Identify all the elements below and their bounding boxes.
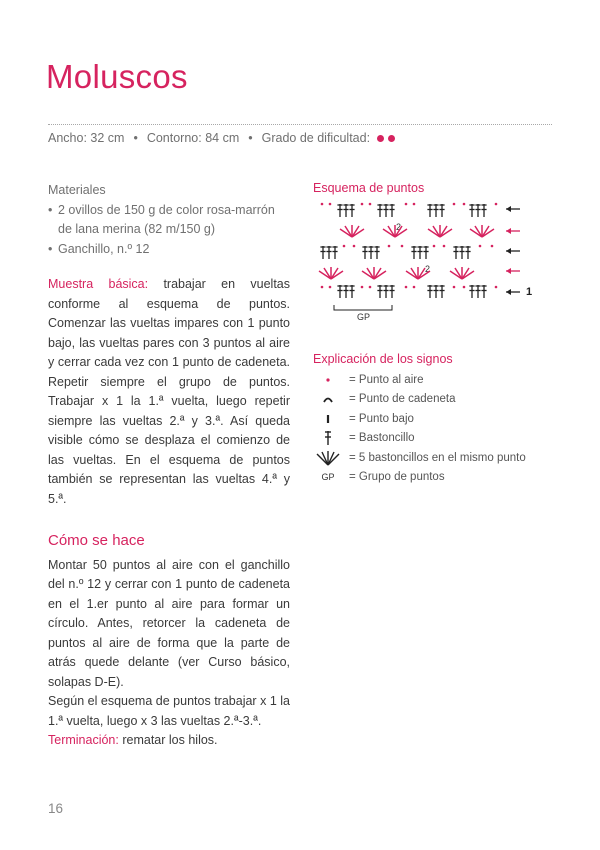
double-crochet-symbol <box>427 285 432 298</box>
row-arrow-head <box>506 206 511 212</box>
chain-dot <box>495 286 498 289</box>
spec-separator: • <box>248 131 253 145</box>
chain-dot <box>405 286 408 289</box>
basic-pattern-paragraph <box>48 275 290 509</box>
double-crochet-symbol <box>368 246 373 259</box>
legend-label: = 5 bastoncillos en el mismo punto <box>349 451 526 464</box>
materials-item: • 2 ovillos de 150 g de color rosa-marrón de lana merina (82 m/150 g) <box>48 201 290 240</box>
legend-row <box>313 370 526 390</box>
double-crochet-symbol <box>383 285 388 298</box>
legend-row <box>313 448 526 468</box>
row-arrow-head <box>506 228 511 234</box>
double-crochet-symbol <box>343 204 348 217</box>
stitch-chart <box>314 199 534 327</box>
small-number-label: 2 <box>425 264 431 274</box>
chain-dot <box>453 286 456 289</box>
double-crochet-symbol <box>469 285 474 298</box>
difficulty-dots <box>373 135 395 142</box>
how-to-text-2: Según el esquema de puntos trabajar x 1 la 1.ª vuelta, luego x 3 las vueltas 2.ª-3.ª. <box>48 694 290 728</box>
group-bracket <box>334 305 392 310</box>
double-crochet-symbol <box>433 204 438 217</box>
chain-dot <box>433 245 436 248</box>
double-crochet-symbol <box>374 246 379 259</box>
chain-dot <box>491 245 494 248</box>
double-crochet-symbol <box>459 246 464 259</box>
how-to-heading: Cómo se hace <box>48 532 145 549</box>
header-divider <box>48 124 552 125</box>
legend-row <box>313 468 526 488</box>
legend-label: = Grupo de puntos <box>349 471 445 484</box>
double-crochet-symbol <box>337 285 342 298</box>
width-spec: Ancho: 32 cm <box>48 131 125 145</box>
double-crochet-icon <box>313 430 343 446</box>
double-crochet-symbol <box>417 246 422 259</box>
instructions-column <box>48 181 290 751</box>
double-crochet-symbol <box>481 285 486 298</box>
double-crochet-symbol <box>427 204 432 217</box>
chain-dot <box>495 203 498 206</box>
materials-heading: Materiales <box>48 183 106 197</box>
fan-icon <box>313 450 343 466</box>
chain-dot <box>463 286 466 289</box>
fan-symbol <box>340 225 364 237</box>
dot-icon <box>313 373 343 387</box>
specs-line <box>48 131 395 145</box>
chain-dot <box>405 203 408 206</box>
single-crochet-icon <box>313 412 343 426</box>
materials-item: • Ganchillo, n.º 12 <box>48 240 290 260</box>
double-crochet-symbol <box>469 204 474 217</box>
double-crochet-symbol <box>362 246 367 259</box>
legend <box>313 370 526 487</box>
girth-spec: Contorno: 84 cm <box>146 131 240 145</box>
chain-dot <box>443 245 446 248</box>
legend-label: = Bastoncillo <box>349 432 415 445</box>
arc-icon <box>313 392 343 406</box>
chain-dot <box>343 245 346 248</box>
spec-separator: • <box>133 131 138 145</box>
gp-icon: GP <box>321 472 335 483</box>
row-arrow-head <box>506 289 511 295</box>
row-number-label: 1 <box>526 286 533 298</box>
double-crochet-symbol <box>475 285 480 298</box>
double-crochet-symbol <box>383 204 388 217</box>
how-to-text: Montar 50 puntos al aire con el ganchillo del n.º 12 y cerrar con 1 punto de cadeneta en el 1.er punto al aire para formar un círculo. Antes, retorcer la cadeneta de puntos al aire de forma que la parte de atrás quede delante (ver Curso básico, solapas D-E). <box>48 557 290 689</box>
double-crochet-symbol <box>439 204 444 217</box>
finishing-text: rematar los hilos. <box>118 733 218 747</box>
difficulty-label: Grado de dificultad: <box>261 131 371 145</box>
double-crochet-symbol <box>349 204 354 217</box>
difficulty-dot <box>388 135 395 142</box>
chain-dot <box>413 286 416 289</box>
double-crochet-symbol <box>377 285 382 298</box>
double-crochet-symbol <box>411 246 416 259</box>
double-crochet-symbol <box>433 285 438 298</box>
chart-title: Esquema de puntos <box>313 181 425 195</box>
double-crochet-symbol <box>423 246 428 259</box>
chain-dot <box>401 245 404 248</box>
chain-dot <box>329 203 332 206</box>
double-crochet-symbol <box>465 246 470 259</box>
double-crochet-symbol <box>349 285 354 298</box>
legend-row <box>313 409 526 429</box>
chain-dot <box>361 203 364 206</box>
double-crochet-symbol <box>389 204 394 217</box>
basic-pattern-text: trabajar en vueltas conforme al esquema de puntos. Comenzar las vueltas impares con 1 punto bajo, las vueltas pares con 3 puntos al aire y cerrar cada vez con 1 punto de cadeneta. Repetir siempre el grupo de puntos. Trabajar x 1 la 1.ª vuelta, luego repetir siempre las vueltas 2.ª y 3.ª. Así queda visible cómo se desplaza el comienzo de las vueltas. En el esquema de puntos también se representan las vueltas 4.ª y 5.ª. <box>48 277 291 506</box>
chain-dot <box>453 203 456 206</box>
group-label: GP <box>357 312 371 322</box>
double-crochet-symbol <box>453 246 458 259</box>
chain-dot <box>321 203 324 206</box>
legend-row <box>313 390 526 410</box>
chain-dot <box>388 245 391 248</box>
fan-symbol <box>383 225 407 237</box>
fan-symbol <box>470 225 494 237</box>
chain-dot <box>329 286 332 289</box>
fan-symbol <box>450 267 474 279</box>
double-crochet-symbol <box>320 246 325 259</box>
chain-dot <box>369 203 372 206</box>
finishing-label: Terminación: <box>48 733 119 747</box>
legend-row <box>313 429 526 449</box>
double-crochet-symbol <box>475 204 480 217</box>
chain-dot <box>361 286 364 289</box>
fan-symbol <box>362 267 386 279</box>
difficulty-dot <box>377 135 384 142</box>
double-crochet-symbol <box>332 246 337 259</box>
fan-symbol <box>319 267 343 279</box>
chain-dot <box>463 203 466 206</box>
chain-dot <box>479 245 482 248</box>
row-arrow-head <box>506 248 511 254</box>
fan-symbol <box>428 225 452 237</box>
row-arrow-head <box>506 268 511 274</box>
chain-dot <box>353 245 356 248</box>
how-to-paragraph <box>48 556 290 751</box>
legend-label: = Punto al aire <box>349 373 424 386</box>
legend-label: = Punto bajo <box>349 412 414 425</box>
chain-dot <box>321 286 324 289</box>
double-crochet-symbol <box>337 204 342 217</box>
double-crochet-symbol <box>389 285 394 298</box>
double-crochet-symbol <box>343 285 348 298</box>
double-crochet-symbol <box>439 285 444 298</box>
legend-title: Explicación de los signos <box>313 352 453 366</box>
page-number: 16 <box>48 801 64 816</box>
chain-dot <box>413 203 416 206</box>
double-crochet-symbol <box>481 204 486 217</box>
page-title: Moluscos <box>46 58 188 95</box>
double-crochet-symbol <box>377 204 382 217</box>
chain-dot <box>369 286 372 289</box>
legend-label: = Punto de cadeneta <box>349 393 456 406</box>
materials-list <box>48 201 290 260</box>
basic-pattern-label: Muestra básica: <box>48 277 149 291</box>
small-number-label: 2 <box>396 222 402 232</box>
double-crochet-symbol <box>326 246 331 259</box>
